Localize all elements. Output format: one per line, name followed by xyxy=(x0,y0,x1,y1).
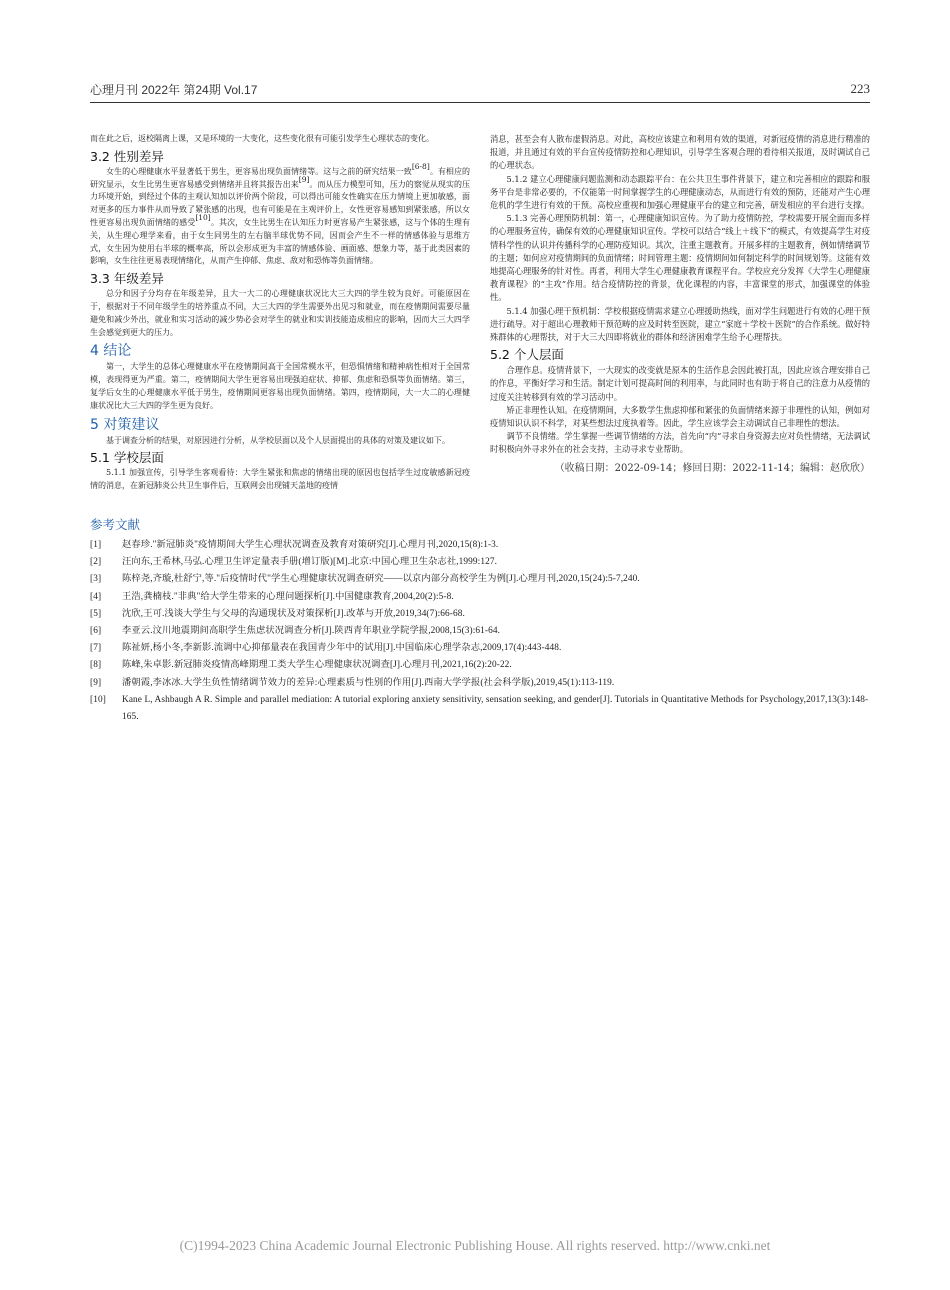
reference-text: 陈峰,朱卓影.新冠肺炎疫情高峰期理工类大学生心理健康状况调查[J].心理月刊,2021,16(2):20-22. xyxy=(122,660,512,671)
reference-number: [10] xyxy=(90,694,106,705)
reference-number: [1] xyxy=(90,540,102,550)
reference-item xyxy=(90,692,870,726)
reference-number: [8] xyxy=(90,660,102,671)
reference-item xyxy=(90,571,870,588)
reference-item xyxy=(90,675,870,692)
reference-list xyxy=(90,537,870,726)
page-number: 223 xyxy=(850,81,870,96)
references-section xyxy=(90,516,870,726)
right-column xyxy=(490,133,870,477)
section-heading-4: 4 结论 xyxy=(90,343,132,360)
section-heading-5-1: 5.1 学校层面 xyxy=(90,450,164,466)
reference-number: [6] xyxy=(90,626,102,637)
reference-number: [5] xyxy=(90,608,102,619)
reference-text: 沈欣,王可.浅谈大学生与父母的沟通现状及对策探析[J].改革与开放,2019,34(7):66-68. xyxy=(122,608,465,619)
paragraph-suggestions: 基于调查分析的结果，对原因进行分析，从学校层面以及个人层面提出的具体的对策及建议如下。 xyxy=(106,435,450,445)
citation: [10] xyxy=(195,212,211,222)
paragraph-cognition: 矫正非理性认知。在疫情期间，大多数学生焦虑抑郁和紧张的负面情绪来源于非理性的认知，例如对疫情知识认识不科学，对某些想法过度执着等。因此，学生应该学会主动调试自己非理性的想法。 xyxy=(490,404,870,429)
citation: [6-8] xyxy=(411,161,430,171)
running-header xyxy=(90,80,870,103)
section-heading-5-2: 5.2 个人层面 xyxy=(490,347,564,363)
section-heading-3-2: 3.2 性别差异 xyxy=(90,148,164,164)
intro-paragraph: 而在此之后，返校隔离上课，又是环境的一大变化，这些变化很有可能引发学生心理状态的变化。 xyxy=(90,134,434,143)
reference-text: 汪向东,王希林,马弘.心理卫生评定量表手册(增订版)[M].北京:中国心理卫生杂志社,1999:127. xyxy=(122,557,498,568)
reference-text: 潘朝霞,李冰冰.大学生负性情绪调节效力的差异:心理素质与性别的作用[J].西南大学学报(社会科学版),2019,45(1):113-119. xyxy=(122,677,615,688)
section-heading-5: 5 对策建议 xyxy=(90,416,160,433)
reference-text: 赵春珍."新冠肺炎"疫情期间大学生心理状况调查及教育对策研究[J].心理月刊,2020,15(8):1-3. xyxy=(122,540,499,550)
reference-number: [2] xyxy=(90,557,102,568)
section-heading-3-3: 3.3 年级差异 xyxy=(90,271,164,287)
reference-number: [9] xyxy=(90,677,102,688)
left-column xyxy=(90,133,470,493)
paragraph-grade: 总分和因子分均存在年级差异，且大一大二的心理健康状况比大三大四的学生较为良好。可能原因在于，根据对于不同年级学生的培养重点不同，大三大四的学生需要外出见习和就业，而在疫情期间需要尽量避免和减少外出，就业和实习活动的减少势必会对学生的就业和实训技能造成相应的影响，因而大三大四学生会感觉到更大的压力。 xyxy=(90,289,470,337)
paragraph-continued: 消息，甚至会有人散布虚假消息。对此，高校应该建立和利用有效的渠道，对新冠疫情的消息进行精准的报道，并且通过有效的平台宣传疫情防控和心理知识，引导学生客观合理的看待相关报道，及时调试自己的心理状态。 xyxy=(490,134,870,171)
copyright-footer: (C)1994-2023 China Academic Journal Electronic Publishing House. All rights reserved. http://www.cnki.net xyxy=(179,1238,771,1253)
reference-text: Kane L, Ashbaugh A R. Simple and parallel mediation: A tutorial exploring anxiety sensitivity, sensation seeking, and gender[J]. Tutorials in Quantitative Methods for Psychology,2017,13(3):148-165. xyxy=(122,694,869,723)
citation: [9] xyxy=(298,174,310,184)
reference-text: 陈祉妍,杨小冬,李新影.流调中心抑郁量表在我国青少年中的试用[J].中国临床心理学杂志,2009,17(4):443-448. xyxy=(122,643,562,654)
paragraph-5-1-1: 5.1.1 加强宣传，引导学生客观看待：大学生紧张和焦虑的情绪出现的原因也包括学生过度敏感新冠疫情的消息，在新冠肺炎公共卫生事件后，互联网会出现铺天盖地的疫情 xyxy=(90,468,470,491)
paragraph-5-1-4: 5.1.4 加强心理干预机制：学校根据疫情需求建立心理援助热线，面对学生问题进行有效的心理干预进行疏导。对于超出心理教师干预范畴的应及时转至医院，建立“家庭＋学校＋医院”的合作系统。做好特殊群体的心理帮扶，对于大三大四即将就业的群体和经济困难学生给予心理帮扶。 xyxy=(490,305,870,343)
reference-text: 陈梓尧,齐璇,杜舒宁,等."后疫情时代"学生心理健康状况调查研究——以京内部分高校学生为例[J].心理月刊,2020,15(24):5-7,240. xyxy=(122,574,640,585)
reference-item xyxy=(90,554,870,571)
reference-text: 王浩,龚楠枝."非典"给大学生带来的心理问题探析[J].中国健康教育,2004,20(2):5-8. xyxy=(122,591,454,602)
reference-item xyxy=(90,623,870,640)
reference-item xyxy=(90,537,870,554)
reference-number: [3] xyxy=(90,574,102,585)
paragraph-gender: 女生的心理健康水平显著低于男生，更容易出现负面情绪等。这与之前的研究结果一致[6-8]。有相应的研究显示，女生比男生更容易感受到情绪并且将其报告出来[9]。而从压力模型可知，压力的察觉从现实的压力环境开始，到经过个体的主观认知加以评价两个阶段，可以得出可能女性确实在压力情境上更加敏感，面对更多的压力事件从而导致了紧张感的出现，也有可能是在主观评价上，女性更容易感知到紧张感，所以女性更容易出现负面情绪的感受[10]。其次，女生比男生在认知压力时更容易产生紧张感，这与个体的生理有关，从生理心理学来看，由于女生同男生的左右脑半球优势不同，因而会产生不一样的情感体验与思维方式，女生因为使用右半球的概率高，所以会形成更为丰富的情感体验、画面感、想象力等，基于此类因素的影响，女生往往更易表现情绪化，从而产生抑郁、焦虑、敌对和恐怖等负面情绪。 xyxy=(90,161,471,266)
received-date-note: （收稿日期：2022-09-14；修回日期：2022-11-14；编辑：赵欣欣） xyxy=(554,462,870,474)
paragraph-5-1-3: 5.1.3 完善心理预防机制：第一，心理健康知识宣传。为了助力疫情防控，学校需要开展全面而多样的心理服务宣传，确保有效的心理健康知识宣传。学校可以结合“线上＋线下”的模式，有效提高学生对疫情科学性的认识并传播科学的心理防疫知识。其次，注重主题教育。开展多样的主题教育，例如情绪调节的主题；如何应对疫情期间的负面情绪；时间管理主题：疫情期间如何制定科学的时间规划等。这能有效地提高心理服务的针对性。再者，利用大学生心理健康教育课程平台。学校应充分发挥《大学生心理健康教育课程》的“主攻”作用。结合疫情防控的背景，优化课程的内容，丰富课堂的形式，加强课堂的体验性。 xyxy=(490,213,870,303)
paragraph-emotion: 调节不良情绪。学生掌握一些调节情绪的方法，首先向“内”寻求自身资源去应对负性情绪，无法调试时积极向外寻求外在的社会支持，主动寻求专业帮助。 xyxy=(490,431,870,455)
paragraph-conclusion: 第一，大学生的总体心理健康水平在疫情期间高于全国常模水平，但恐惧情绪和精神病性相对于全国常模，表现得更为严重。第二，疫情期间大学生更容易出现强迫症状、抑郁、焦虑和恐惧等负面情绪。第三，复学后女生的心理健康水平低于男生，疫情期间更容易出现负面情绪。第四，疫情期间，大一大二的心理健康状况比大三大四的学生更为良好。 xyxy=(90,362,470,410)
reference-item xyxy=(90,606,870,623)
reference-item xyxy=(90,640,870,657)
paragraph-5-1-2: 5.1.2 建立心理健康问题监测和动态跟踪平台：在公共卫生事件背景下，建立和完善相应的跟踪和服务平台是非常必要的，不仅能第一时间掌握学生的心理健康动态，从而进行有效的预防，还能对产生心理危机的学生进行有效的干预。高校应重视和加强心理健康平台的建立和完善，研发相应的平台进行支撑。 xyxy=(490,173,870,211)
reference-number: [7] xyxy=(90,643,102,654)
references-title: 参考文献 xyxy=(90,517,141,532)
reference-item xyxy=(90,589,870,606)
reference-number: [4] xyxy=(90,591,102,602)
reference-text: 李亚云.汶川地震期间高职学生焦虑状况调查分析[J].陕西青年职业学院学报,2008,15(3):61-64. xyxy=(122,626,501,637)
journal-info: 心理月刊 2022年 第24期 Vol.17 xyxy=(90,83,258,97)
paragraph-routine: 合理作息。疫情背景下，一大现实的改变就是原本的生活作息会因此被打乱，因此应该合理安排自己的作息，平衡好学习和生活。制定计划可提高时间的利用率，与此同时也有助于将自己的注意力从疫情的过度关注转移到有效的学习活动中。 xyxy=(490,365,870,402)
reference-item xyxy=(90,657,870,674)
